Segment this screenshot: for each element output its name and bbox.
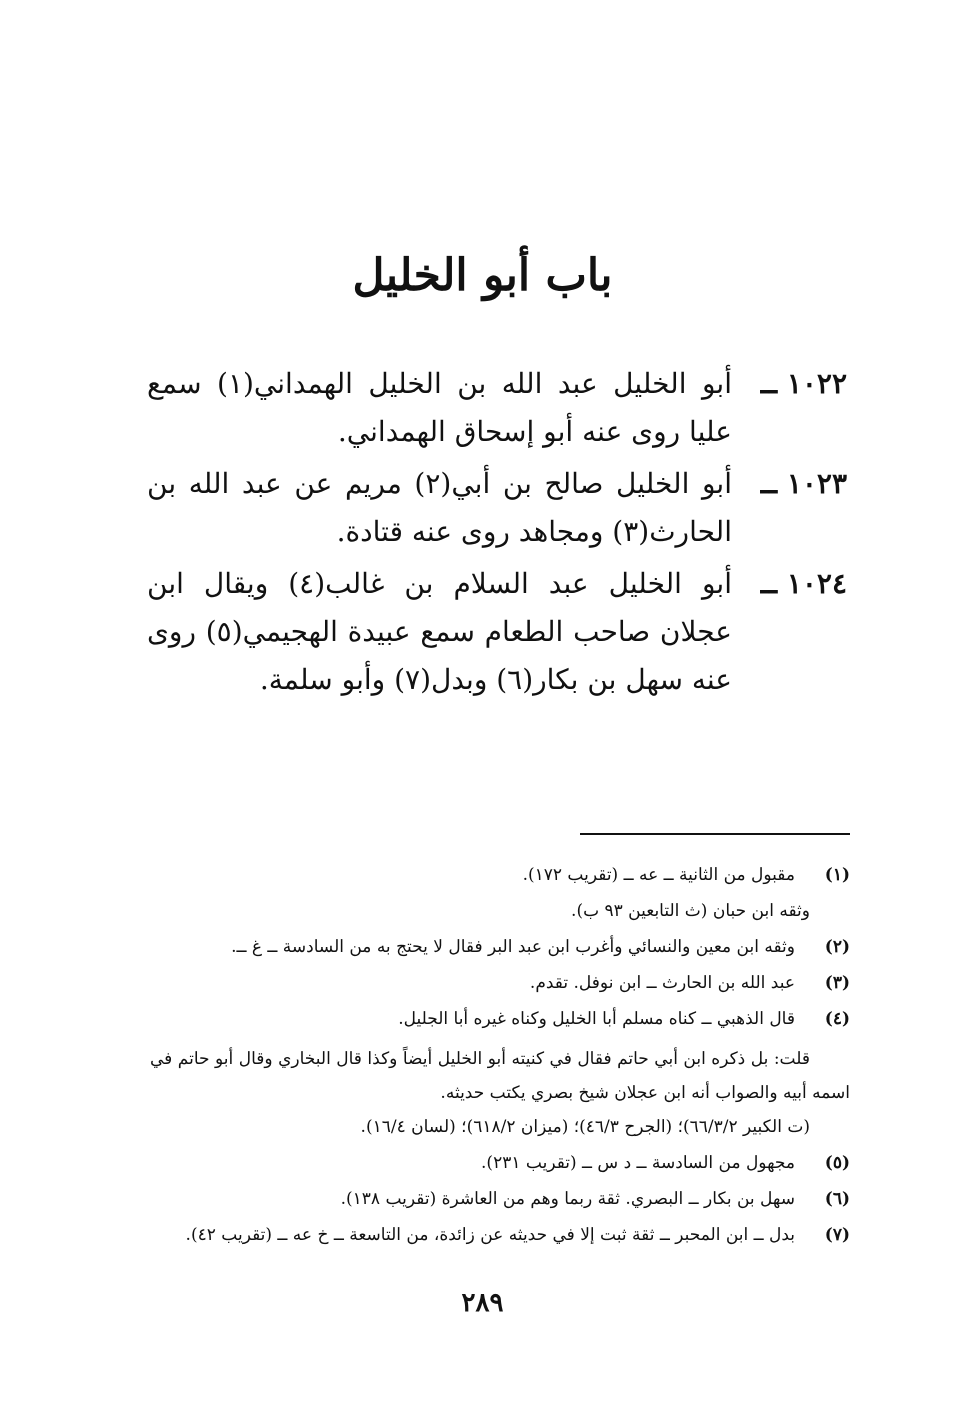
footnote-number: (٣) (824, 973, 850, 993)
entry-number: ١٠٢٤ ــ (760, 567, 847, 600)
footnote-text: قلت: بل ذكره ابن أبي حاتم فقال في كنيته أبو الخليل أيضاً وكذا قال البخاري وقال أبو حاتم في اسمه أبيه والصواب أنه ابن عجلان شيخ بصري يكتب حديثه. (150, 1049, 850, 1103)
footnote-4-remark (150, 1042, 850, 1110)
footnote-number: (٢) (824, 937, 850, 957)
footnote-divider (580, 833, 850, 835)
footnote-1-continued (110, 898, 810, 924)
footnote-7 (150, 1222, 850, 1248)
footnote-1 (150, 862, 850, 888)
entry-1022 (147, 360, 847, 456)
entry-number: ١٠٢٢ ــ (760, 367, 847, 400)
footnote-text: مقبول من الثانية ــ عه ــ (تقريب ١٧٢). (522, 865, 795, 885)
footnote-number: (١) (824, 865, 850, 885)
footnote-4 (150, 1006, 850, 1032)
entry-text: أبو الخليل صالح بن أبي(٢) مريم عن عبد الله بن الحارث(٣) ومجاهد روى عنه قتادة. (147, 467, 732, 548)
entry-1023 (147, 460, 847, 556)
footnote-text: سهل بن بكار ــ البصري. ثقة ربما وهم من العاشرة (تقريب ١٣٨). (340, 1189, 795, 1209)
entry-text: أبو الخليل عبد السلام بن غالب(٤) ويقال ابن عجلان صاحب الطعام سمع عبيدة الهجيمي(٥) روى عنه سهل بن بكار(٦) وبدل(٧) وأبو سلمة. (147, 567, 732, 696)
entry-number: ١٠٢٣ ــ (760, 467, 847, 500)
footnote-3 (150, 970, 850, 996)
footnote-text: وثقه ابن حبان (ث التابعين ٩٣ ب). (571, 901, 810, 921)
footnote-number: (٤) (824, 1009, 850, 1029)
chapter-title: باب أبو الخليل (352, 250, 613, 301)
footnote-5 (150, 1150, 850, 1176)
footnote-number: (٥) (824, 1153, 850, 1173)
footnote-4-sources (110, 1114, 810, 1140)
footnote-text: قال الذهبي ــ كناه مسلم أبا الخليل وكناه غيره أبا الجليل. (398, 1009, 795, 1029)
footnote-text: بدل ــ ابن المحبر ــ ثقة ثبت إلا في حديثه عن زائدة، من التاسعة ــ خ عه ــ (تقريب ٤٢). (185, 1225, 795, 1245)
footnote-text: وثقه ابن معين والنسائي وأغرب ابن عبد البر فقال لا يحتج به من السادسة ــ غ ــ. (231, 937, 795, 957)
footnote-text: عبد الله بن الحارث ــ ابن نوفل. تقدم. (529, 973, 795, 993)
footnote-number: (٦) (824, 1189, 850, 1209)
entry-1024 (147, 560, 847, 704)
entry-text: أبو الخليل عبد الله بن الخليل الهمداني(١) سمع عليا روى عنه أبو إسحاق الهمداني. (147, 367, 733, 448)
footnote-6 (150, 1186, 850, 1212)
footnote-text: مجهول من السادسة ــ د س ــ (تقريب ٢٣١). (481, 1153, 795, 1173)
footnote-text: (ت الكبير ٦٦/٣/٢)؛ (الجرح ٤٦/٣)؛ (ميزان ٦١٨/٢)؛ (لسان ١٦/٤). (360, 1117, 810, 1137)
footnote-number: (٧) (824, 1225, 850, 1245)
page-number: ٢٨٩ (461, 1288, 504, 1318)
footnote-2 (150, 934, 850, 960)
